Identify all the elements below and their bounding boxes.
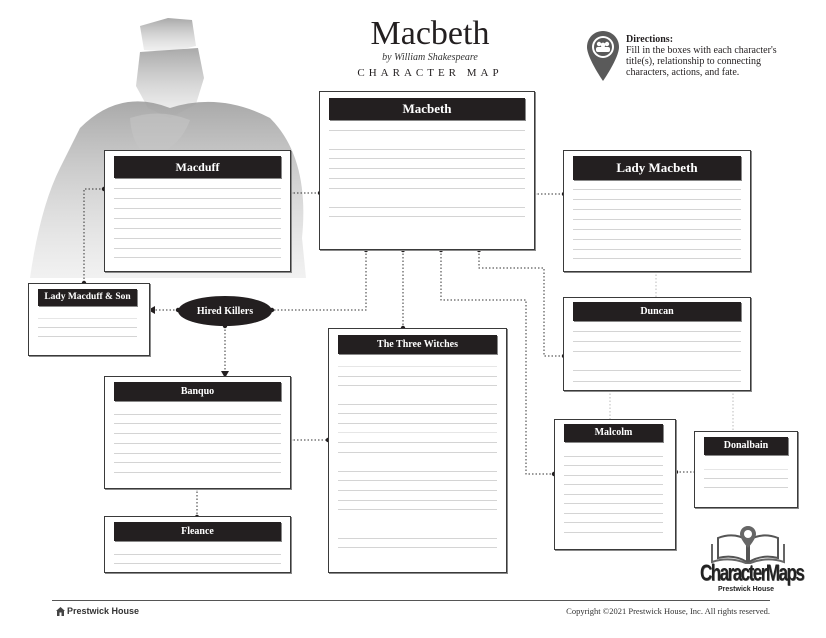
house-icon <box>56 607 65 616</box>
footer-divider <box>52 600 770 601</box>
character-name-macduff: Macduff <box>114 156 281 178</box>
character-maps-wordmark: CharacterMaps <box>700 560 804 586</box>
page-subtitle: CHARACTER MAP <box>357 67 503 79</box>
copyright-notice: Copyright ©2021 Prestwick House, Inc. All rights reserved. <box>566 606 770 616</box>
directions-text <box>626 34 786 78</box>
character-name-duncan: Duncan <box>573 302 741 321</box>
writing-lines <box>564 456 663 533</box>
writing-lines <box>704 469 788 488</box>
writing-lines <box>114 414 281 473</box>
brand-publisher: Prestwick House <box>718 586 775 593</box>
character-name-banquo: Banquo <box>114 382 281 401</box>
title-block <box>340 16 520 81</box>
character-name-lady-macduff-son: Lady Macduff & Son <box>38 289 137 306</box>
writing-lines <box>329 130 525 217</box>
character-box-three-witches[interactable] <box>328 328 507 573</box>
writing-lines <box>114 188 281 258</box>
directions-panel <box>586 30 786 90</box>
character-box-donalbain[interactable] <box>694 431 798 508</box>
writing-lines <box>338 366 497 548</box>
map-pin-people-icon <box>586 30 620 82</box>
directions-body: Fill in the boxes with each character's title(s), relationship to connecting characters, actions, and fate. <box>626 45 777 78</box>
directions-heading: Directions: <box>626 34 674 45</box>
group-oval-hired-killers[interactable]: Hired Killers <box>178 296 272 326</box>
author-byline: by William Shakespeare <box>382 52 478 63</box>
writing-lines <box>114 554 281 564</box>
character-box-malcolm[interactable] <box>554 419 676 550</box>
character-box-macbeth[interactable] <box>319 91 535 250</box>
publisher-name: Prestwick House <box>67 606 140 616</box>
character-box-lady-macduff-son[interactable] <box>28 283 150 356</box>
footer-publisher <box>56 606 139 616</box>
character-box-banquo[interactable] <box>104 376 291 489</box>
writing-lines <box>573 189 741 259</box>
character-box-duncan[interactable] <box>563 297 751 391</box>
writing-lines <box>573 331 741 382</box>
character-box-macduff[interactable] <box>104 150 291 272</box>
character-name-donalbain: Donalbain <box>704 437 788 455</box>
character-name-fleance: Fleance <box>114 522 281 541</box>
character-name-lady-macbeth: Lady Macbeth <box>573 156 741 180</box>
character-name-three-witches: The Three Witches <box>338 335 497 354</box>
writing-lines <box>38 318 137 337</box>
character-box-fleance[interactable] <box>104 516 291 573</box>
open-book-pin-icon <box>700 524 796 564</box>
page-title: Macbeth <box>370 15 490 52</box>
character-box-lady-macbeth[interactable] <box>563 150 751 272</box>
character-maps-logo <box>700 524 804 596</box>
character-name-malcolm: Malcolm <box>564 424 663 442</box>
character-name-macbeth: Macbeth <box>329 98 525 120</box>
